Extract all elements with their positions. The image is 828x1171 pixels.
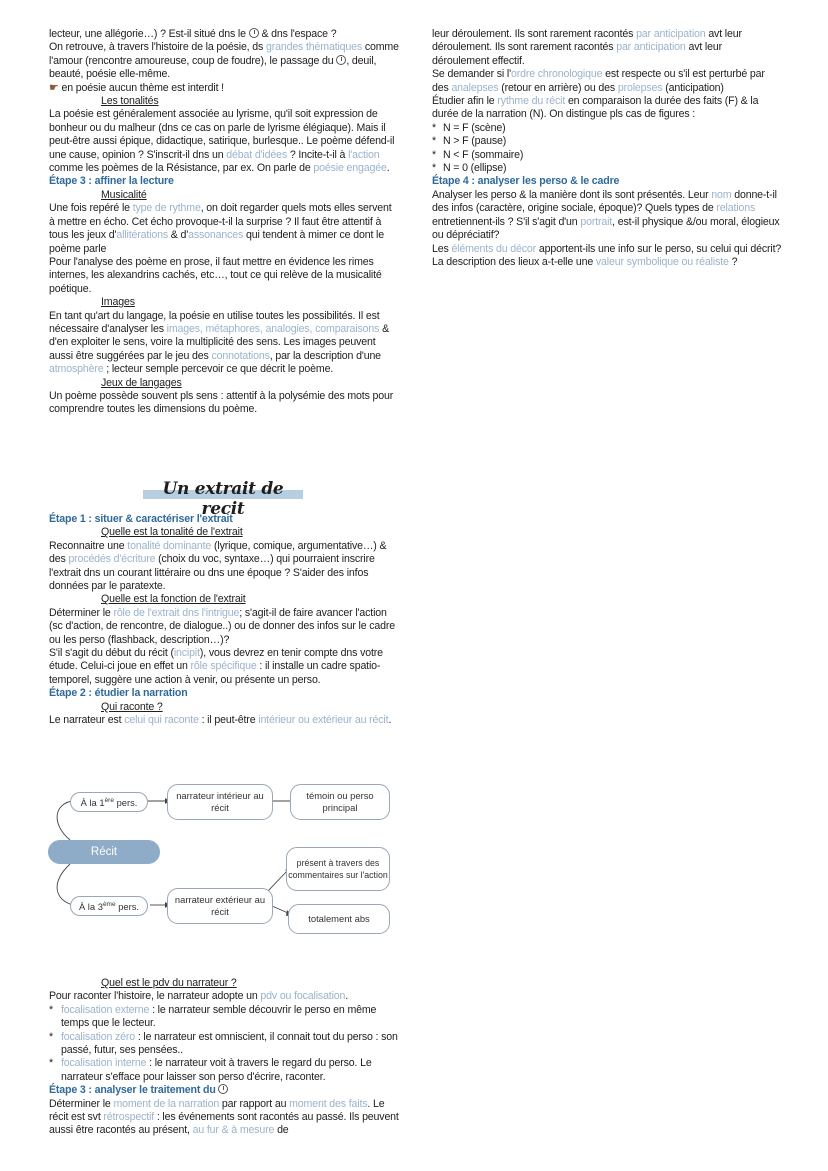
paragraph: Les éléments du décor apportent-ils une info sur le perso, su celui qui décrit? La description des lieux a-t-elle une valeur symbolique ou réaliste ? bbox=[432, 242, 782, 268]
paragraph: Déterminer le rôle de l'extrait dns l'intrigue; s'agit-il de faire avancer l'action (sc d'action, de rencontre, de dialogue..) ou de donner des infos sur le cadre ou les perso (flashback, description…)? bbox=[49, 606, 396, 646]
list-item: * N = F (scène) bbox=[432, 122, 782, 135]
step-heading: Étape 3 : analyser le traitement du bbox=[49, 1084, 399, 1097]
connector bbox=[57, 864, 73, 905]
step-heading: Étape 4 : analyser les perso & le cadre bbox=[432, 175, 620, 188]
focalisation-list bbox=[49, 1004, 399, 1084]
connector bbox=[272, 906, 288, 913]
subheading: Qui raconte ? bbox=[101, 700, 163, 713]
step-heading: Étape 1 : situer & caractériser l'extrait bbox=[49, 513, 233, 525]
paragraph: Pour raconter l'histoire, le narrateur adopte un pdv ou focalisation. bbox=[49, 990, 349, 1003]
list-item: * focalisation externe : le narrateur semble découvrir le perso en même temps que le lecteur. bbox=[49, 1004, 399, 1031]
paragraph: Déterminer le moment de la narration par rapport au moment des faits. Le récit est svt rétrospectif : les événements sont racontés au passé. Ils peuvent aussi être racontés au présent, au fur & à mesure de bbox=[49, 1097, 399, 1137]
cases-list bbox=[432, 122, 782, 176]
list-item: * N < F (sommaire) bbox=[432, 149, 782, 162]
paragraph: En tant qu'art du langage, la poésie en utilise toutes les possibilités. Il est nécessaire d'analyser les images, métaphores, analogies, comparaisons & d'en exploiter le sens, voire la multiplicité des sens. Les images peuvent aussi être suggérées par le jeu des connotations, par la description d'une atmosphère ; lecteur semple percevoir ce que décrit le poème. bbox=[49, 309, 389, 376]
subheading: Quel est le pdv du narrateur ? bbox=[101, 977, 237, 989]
list-item: * N = 0 (ellipse) bbox=[432, 162, 782, 175]
paragraph: Le narrateur est celui qui raconte : il peut-être intérieur ou extérieur au récit. bbox=[49, 714, 392, 727]
step-heading: Étape 3 : affiner la lecture bbox=[49, 175, 174, 188]
paragraph: La poésie est généralement associée au lyrisme, qu'il soit expression de bonheur ou du malheur (dns ce cas on parle de lyrisme élégiaque). Mais il peut-être aussi épique, didactique, satirique, burlesque.. Le poème défend-il une cause, opinion ? S'inscrit-il dns un débat d'idées ? Incite-t-il à l'action comme les poèmes de la Résistance, par ex. On parle de poésie engagée. bbox=[49, 108, 395, 175]
subheading-jeux: Jeux de langages bbox=[101, 376, 182, 389]
present-box: présent à travers des commentaires sur l'action bbox=[286, 847, 390, 891]
third-person-box: À la 3ème pers. bbox=[70, 896, 148, 916]
clock-icon bbox=[218, 1084, 228, 1094]
right-column bbox=[432, 28, 782, 269]
subheading: Quelle est la tonalité de l'extrait bbox=[101, 526, 243, 539]
lower-left-block bbox=[49, 513, 399, 728]
step-heading: Étape 2 : étudier la narration bbox=[49, 687, 188, 700]
narrator-diagram bbox=[40, 778, 400, 943]
list-item: * focalisation zéro : le narrateur est omniscient, il connait tout du perso : son passé, futur, ses pensées.. bbox=[49, 1031, 399, 1058]
paragraph: Pour l'analyse des poème en prose, il faut mettre en évidence les rimes internes, les alexandrins cachés, etc…, tout ce qui relève de la musicalité poétique. bbox=[49, 255, 382, 295]
connector bbox=[268, 870, 288, 891]
first-person-box: À la 1ère pers. bbox=[70, 792, 148, 812]
paragraph: Étudier afin le rythme du récit en comparaison la durée des faits (F) & la durée de la narration (N). On distingue pls cas de figures : bbox=[432, 95, 759, 121]
subheading: Quelle est la fonction de l'extrait bbox=[101, 593, 246, 606]
paragraph: leur déroulement. Ils sont rarement racontés par anticipation avt leur déroulement. Ils sont rarement racontés par anticipation avt leur déroulement effectif. bbox=[432, 28, 742, 67]
absent-box: totalement abs bbox=[288, 904, 390, 934]
subheading-tonalites: Les tonalités bbox=[101, 95, 159, 108]
pdv-block bbox=[49, 977, 399, 1138]
left-column bbox=[49, 28, 399, 417]
subheading-images: Images bbox=[101, 296, 135, 309]
narrator-exterior-box: narrateur extérieur au récit bbox=[167, 888, 273, 924]
paragraph: On retrouve, à travers l'histoire de la poésie, ds grandes thématiques comme l'amour (rencontre amoureuse, coup de foudre), le passage du , deuil, beauté, poésie elle-même. bbox=[49, 41, 399, 81]
paragraph: Une fois repéré le type de rythme, on doit regarder quels mots elles servent à mettre en écho. Cet écho provoque-t-il la surprise ? Il faut être attentif à tous les jeux d'allitérations & d'assonances qui tendent à mimer ce dont le poème parle bbox=[49, 202, 392, 255]
list-item: * N > F (pause) bbox=[432, 135, 782, 148]
recit-box: Récit bbox=[48, 840, 160, 864]
narrator-interior-box: narrateur intérieur au récit bbox=[167, 784, 273, 820]
paragraph: Se demander si l'ordre chronologique est respecte ou s'il est perturbé par des analepses (retour en arrière) ou des prolepses (anticipation) bbox=[432, 68, 765, 94]
section-title: Un extrait de recit bbox=[143, 479, 303, 499]
witness-box: témoin ou perso principal bbox=[290, 784, 390, 820]
paragraph: ☛ en poésie aucun thème est interdit ! bbox=[49, 81, 224, 94]
clock-icon bbox=[336, 55, 346, 65]
list-item: * focalisation interne : le narrateur voit à travers le regard du perso. Le narrateur s'efface pour laisser son perso d'écrire, raconter. bbox=[49, 1057, 399, 1084]
paragraph: S'il s'agit du début du récit (incipit), vous devrez en tenir compte dns votre étude. Celui-ci joue en effet un rôle spécifique : il installe un cadre spatio-temporel, suggère une action à venir, ou présente un perso. bbox=[49, 647, 383, 686]
paragraph: Reconnaitre une tonalité dominante (lyrique, comique, argumentative…) & des procédés d'écriture (choix du voc, syntaxe…) qui pourraient inscrire l'extrait dns un courant littéraire ou dns une époque ? S'aider des infos données par le paratexte. bbox=[49, 539, 387, 593]
paragraph: Analyser les perso & la manière dont ils sont présentés. Leur nom donne-t-il des infos (caractère, origine sociale, époque)? Quels types de relations entretiennent-ils ? S'il s'agit d'un portrait, est-il physique &/ou moral, élogieux ou dépréciatif? bbox=[432, 188, 780, 242]
paragraph: Un poème possède souvent pls sens : attentif à la polysémie des mots pour comprendre toutes les dimensions du poème. bbox=[49, 389, 394, 416]
subheading-musicalite: Musicalité bbox=[101, 188, 147, 201]
pointing-hand-icon: ☛ bbox=[49, 81, 59, 94]
clock-icon bbox=[249, 28, 259, 38]
paragraph: lecteur, une allégorie…) ? Est-il situé dns le & dns l'espace ? bbox=[49, 28, 337, 40]
